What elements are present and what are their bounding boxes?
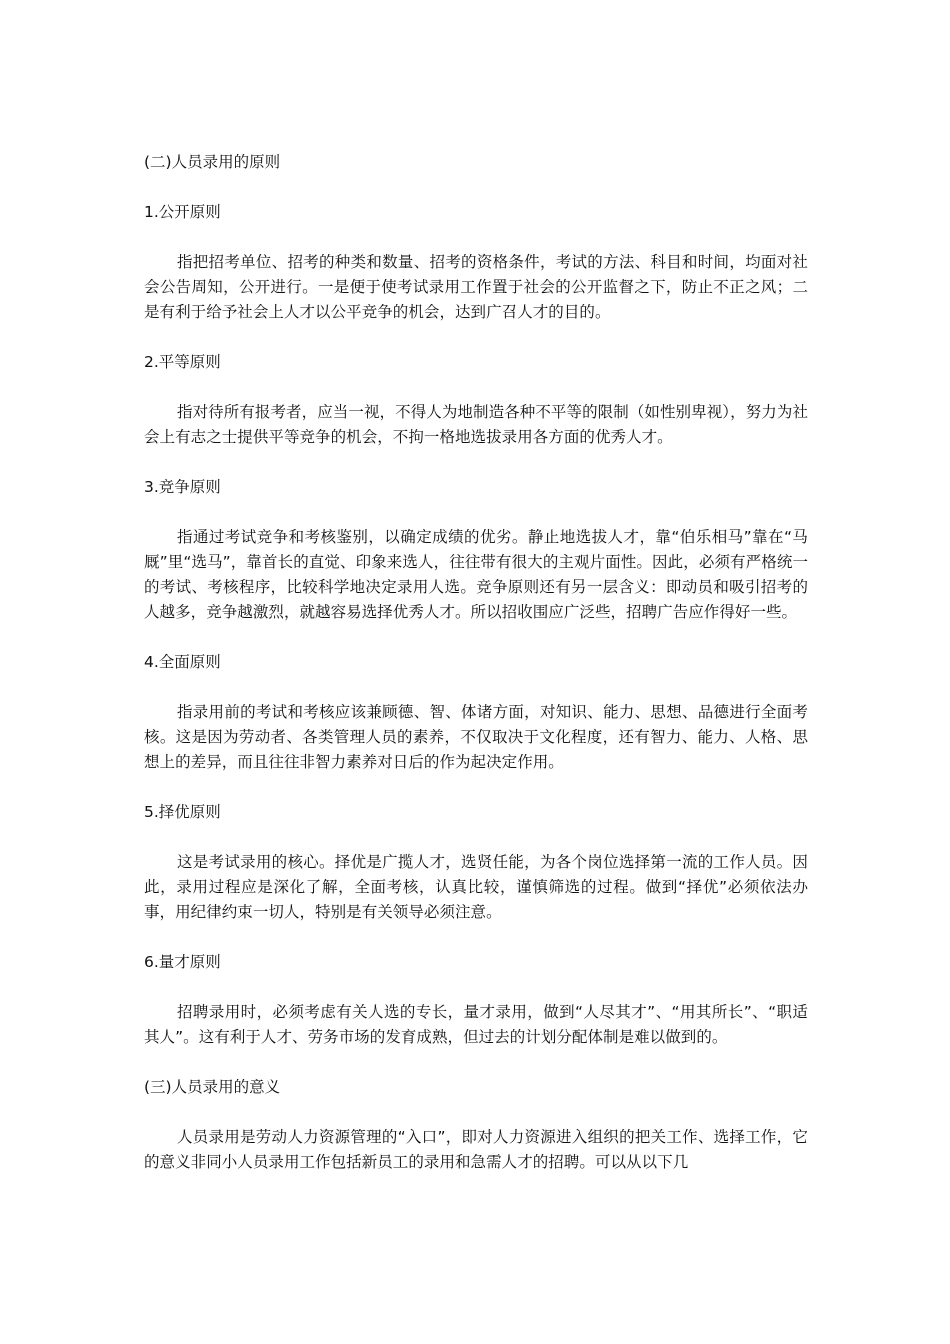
section-heading-recruitment-principles: (二)人员录用的原则 (144, 153, 281, 171)
principle-heading-equality: 2.平等原则 (144, 353, 221, 371)
principle-paragraph-openness: 指把招考单位、招考的种类和数量、招考的资格条件，考试的方法、科目和时间，均面对社会公告周知，公开进行。一是便于使考试录用工作置于社会的公开监督之下，防止不正之风；二是有利于给予社会上人才以公平竞争的机会，达到广召人才的目的。 (144, 253, 808, 321)
principle-heading-competition: 3.竞争原则 (144, 478, 221, 496)
principle-heading-ability-fit: 6.量才原则 (144, 953, 221, 971)
principle-heading-merit: 5.择优原则 (144, 803, 221, 821)
principle-heading-openness: 1.公开原则 (144, 203, 221, 221)
principle-paragraph-ability-fit: 招聘录用时，必须考虑有关人选的专长，量才录用，做到“人尽其才”、“用其所长”、“职适其人”。这有利于人才、劳务市场的发育成熟，但过去的计划分配体制是难以做到的。 (144, 1003, 808, 1046)
principle-heading-comprehensiveness: 4.全面原则 (144, 653, 221, 671)
principle-paragraph-equality: 指对待所有报考者，应当一视，不得人为地制造各种不平等的限制（如性别卑视），努力为社会上有志之士提供平等竞争的机会，不拘一格地选拔录用各方面的优秀人才。 (144, 403, 808, 446)
significance-paragraph: 人员录用是劳动人力资源管理的“入口”，即对人力资源进入组织的把关工作、选择工作，它的意义非同小人员录用工作包括新员工的录用和急需人才的招聘。可以从以下几 (144, 1128, 808, 1171)
principle-paragraph-competition: 指通过考试竞争和考核鉴别，以确定成绩的优劣。静止地选拔人才，靠“伯乐相马”靠在“马厩”里“选马”，靠首长的直觉、印象来选人，往往带有很大的主观片面性。因此，必须有严格统一的考试、考核程序，比较科学地决定录用人选。竞争原则还有另一层含义：即动员和吸引招考的人越多，竞争越激烈，就越容易选择优秀人才。所以招收围应广泛些，招聘广告应作得好一些。 (144, 528, 808, 621)
principle-paragraph-comprehensiveness: 指录用前的考试和考核应该兼顾德、智、体诸方面，对知识、能力、思想、品德进行全面考核。这是因为劳动者、各类管理人员的素养，不仅取决于文化程度，还有智力、能力、人格、思想上的差异，而且往往非智力素养对日后的作为起决定作用。 (144, 703, 808, 771)
principle-paragraph-merit: 这是考试录用的核心。择优是广揽人才，选贤任能，为各个岗位选择第一流的工作人员。因此，录用过程应是深化了解，全面考核，认真比较，谨慎筛选的过程。做到“择优”必须依法办事，用纪律约束一切人，特别是有关领导必须注意。 (144, 853, 808, 921)
section-heading-recruitment-significance: (三)人员录用的意义 (144, 1078, 281, 1096)
document-body (144, 150, 808, 1200)
